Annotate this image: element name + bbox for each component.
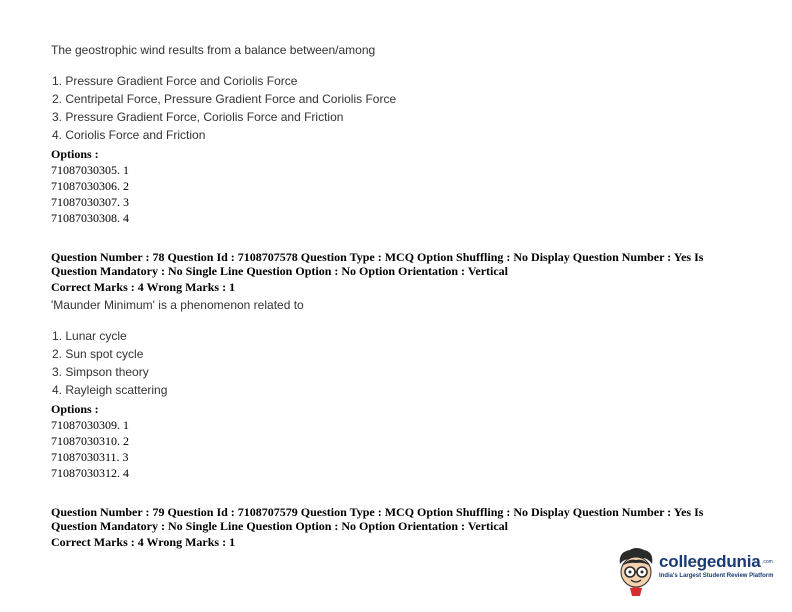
logo-suffix: .com [762,559,773,565]
question-meta: Question Mandatory : No Single Line Question Option : No Option Orientation : Vertical [51,519,509,533]
question-meta: Question Number : 79 Question Id : 7108707579 Question Type : MCQ Option Shuffling : No Display Question Number : Yes Is [51,505,704,519]
question-text: 'Maunder Minimum' is a phenomenon related to [51,298,304,312]
option-id: 71087030305. 1 [51,163,129,177]
answer-choice: 3. Pressure Gradient Force, Coriolis Force and Friction [52,110,344,124]
options-label: Options : [51,402,99,416]
question-marks: Correct Marks : 4 Wrong Marks : 1 [51,535,236,549]
options-label: Options : [51,147,99,161]
option-id: 71087030311. 3 [51,450,129,464]
mascot-icon [614,546,658,596]
answer-choice: 2. Sun spot cycle [52,347,144,361]
option-id: 71087030307. 3 [51,195,129,209]
question-marks: Correct Marks : 4 Wrong Marks : 1 [51,280,236,294]
answer-choice: 4. Coriolis Force and Friction [52,128,206,142]
question-text: The geostrophic wind results from a balance between/among [51,43,376,57]
option-id: 71087030306. 2 [51,179,129,193]
answer-choice: 3. Simpson theory [52,365,149,379]
answer-choice: 2. Centripetal Force, Pressure Gradient Force and Coriolis Force [52,92,397,106]
answer-choice: 1. Lunar cycle [52,329,127,343]
option-id: 71087030309. 1 [51,418,129,432]
option-id: 71087030310. 2 [51,434,129,448]
option-id: 71087030308. 4 [51,211,129,225]
answer-choice: 1. Pressure Gradient Force and Coriolis Force [52,74,298,88]
option-id: 71087030312. 4 [51,466,129,480]
collegedunia-logo [614,546,774,596]
question-meta: Question Mandatory : No Single Line Question Option : No Option Orientation : Vertical [51,264,509,278]
logo-wordmark: collegedunia [659,552,761,571]
logo-tagline: India's Largest Student Review Platform [659,573,774,579]
question-meta: Question Number : 78 Question Id : 7108707578 Question Type : MCQ Option Shuffling : No Display Question Number : Yes Is [51,250,704,264]
answer-choice: 4. Rayleigh scattering [52,383,168,397]
